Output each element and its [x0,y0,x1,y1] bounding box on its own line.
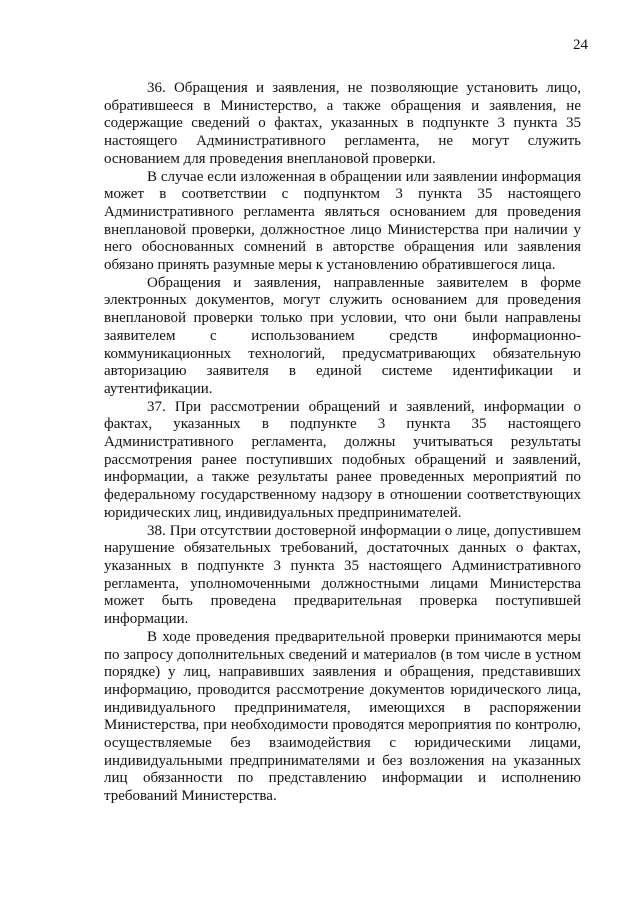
document-body [104,80,581,806]
paragraph-37: 37. При рассмотрении обращений и заявлений, информации о фактах, указанных в подпункте 3 пункта 35 настоящего Административного регламента, должны учитываться результаты рассмотрения ранее поступивших подобных обращений и заявлений, информации, а также результаты ранее проведенных мероприятий по федеральному государственному надзору в отношении соответствующих юридических лиц, индивидуальных предпринимателей. [104,398,581,521]
paragraph-36: 36. Обращения и заявления, не позволяющие установить лицо, обратившееся в Министерство, а также обращения и заявления, не содержащие сведений о фактах, указанных в подпункте 3 пункта 35 настоящего Административного регламента, не могут служить основанием для проведения внеплановой проверки. [104,80,581,167]
paragraph-38: 38. При отсутствии достоверной информации о лице, допустившем нарушение обязательных требований, достаточных данных о фактах, указанных в подпункте 3 пункта 35 настоящего Административного регламента, уполномоченными должностными лицами Министерства может быть проведена предварительная проверка поступившей информации. [104,522,581,628]
paragraph-38-preliminary-check: В ходе проведения предварительной проверки принимаются меры по запросу дополнительных сведений и материалов (в том числе в устном порядке) у лиц, направивших заявления и обращения, представивших информацию, проводится рассмотрение документов юридического лица, индивидуального предпринимателя, имеющихся в распоряжении Министерства, при необходимости проводятся мероприятия по контролю, осуществляемые без взаимодействия с юридическими лицами, индивидуальными предпринимателями и без возложения на указанных лиц обязанности по представлению информации и исполнению требований Министерства. [104,628,581,805]
paragraph-36-electronic-documents: Обращения и заявления, направленные заявителем в форме электронных документов, могут служить основанием для проведения внеплановой проверки только при условии, что они были направлены заявителем с использованием средств информационно-коммуникационных технологий, предусматривающих обязательную авторизацию заявителя в единой системе идентификации и аутентификации. [104,274,581,397]
paragraph-36-anonymous-doubts: В случае если изложенная в обращении или заявлении информация может в соответствии с подпунктом 3 пункта 35 настоящего Административного регламента являться основанием для проведения внеплановой проверки, должностное лицо Министерства при наличии у него обоснованных сомнений в авторстве обращения или заявления обязано принять разумные меры к установлению обратившегося лица. [104,168,581,274]
page-number: 24 [573,37,588,53]
